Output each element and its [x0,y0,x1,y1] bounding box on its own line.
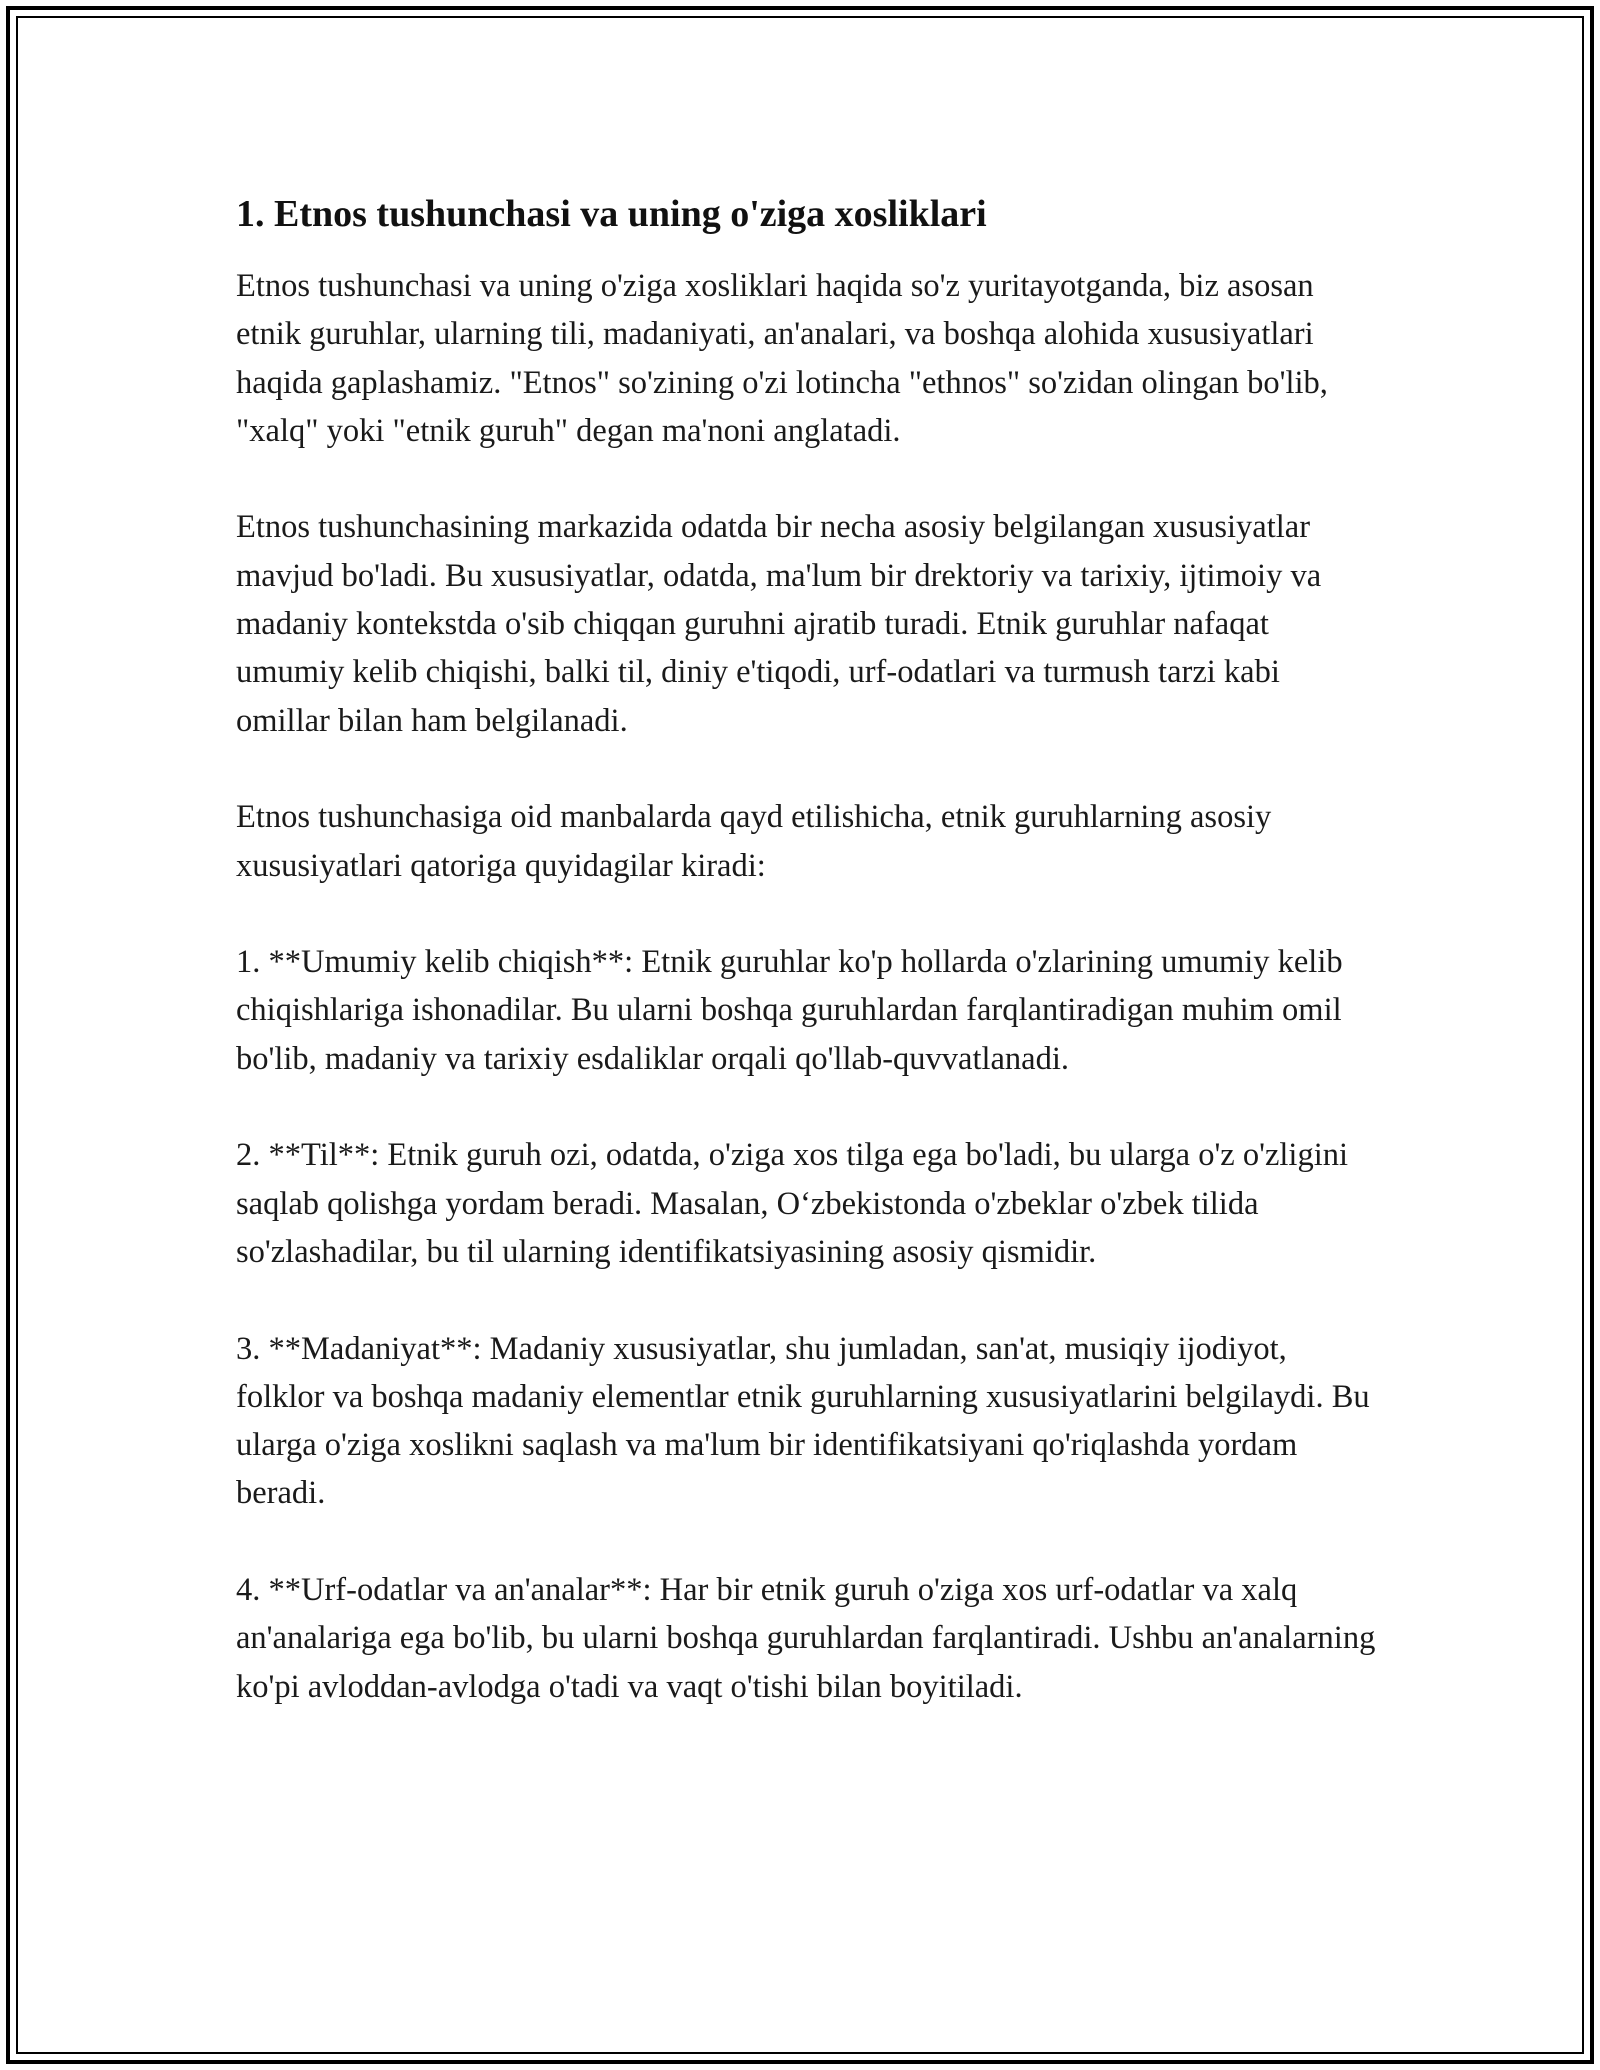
paragraph-core-features: Etnos tushunchasining markazida odatda bir necha asosiy belgilangan xususiyatlar mavjud bo'ladi. Bu xususiyatlar, odatda, ma'lum bir drektoriy va tarixiy, ijtimoiy va madaniy kontekstda o'sib chiqqan guruhni ajratib turadi. Etnik guruhlar nafaqat umumiy kelib chiqishi, balki til, diniy e'tiqodi, urf-odatlari va turmush tarzi kabi omillar bilan ham belgilanadi. [236,509,1322,739]
paragraph-list-intro: Etnos tushunchasiga oid manbalarda qayd etilishicha, etnik guruhlarning asosiy xususiyatlari qatoriga quyidagilar kiradi: [236,799,1272,884]
paragraph-intro: Etnos tushunchasi va uning o'ziga xosliklari haqida so'z yuritayotganda, biz asosan etnik guruhlar, ularning tili, madaniyati, an'analari, va boshqa alohida xususiyatlari haqida gaplashamiz. "Etnos" so'zining o'zi lotincha "ethnos" so'zidan olingan bo'lib, "xalq" yoki "etnik guruh" degan ma'noni anglatadi. [236,268,1328,449]
document-body [236,186,1376,1759]
document-title: 1. Etnos tushunchasi va uning o'ziga xosliklari [236,193,987,235]
list-item-language: 2. **Til**: Etnik guruh ozi, odatda, o'ziga xos tilga ega bo'ladi, bu ularga o'z o'zligini saqlab qolishga yordam beradi. Masalan, O‘zbekistonda o'zbeklar o'zbek tilida so'zlashadilar, bu til ularning identifikatsiyasining asosiy qismidir. [236,1137,1348,1270]
list-item-traditions: 4. **Urf-odatlar va an'analar**: Har bir etnik guruh o'ziga xos urf-odatlar va xalq an'analariga ega bo'lib, bu ularni boshqa guruhlardan farqlantiradi. Ushbu an'analarning ko'pi avloddan-avlodga o'tadi va vaqt o'tishi bilan boyitiladi. [236,1572,1376,1705]
list-item-culture: 3. **Madaniyat**: Madaniy xususiyatlar, shu jumladan, san'at, musiqiy ijodiyot, folklor va boshqa madaniy elementlar etnik guruhlarning xususiyatlarini belgilaydi. Bu ularga o'ziga xoslikni saqlash va ma'lum bir identifikatsiyani qo'riqlashda yordam beradi. [236,1330,1370,1512]
list-item-common-origin: 1. **Umumiy kelib chiqish**: Etnik guruhlar ko'p hollarda o'zlarining umumiy kelib chiqishlariga ishonadilar. Bu ularni boshqa guruhlardan farqlantiradigan muhim omil bo'lib, madaniy va tarixiy esdaliklar orqali qo'llab-quvvatlanadi. [236,944,1343,1077]
